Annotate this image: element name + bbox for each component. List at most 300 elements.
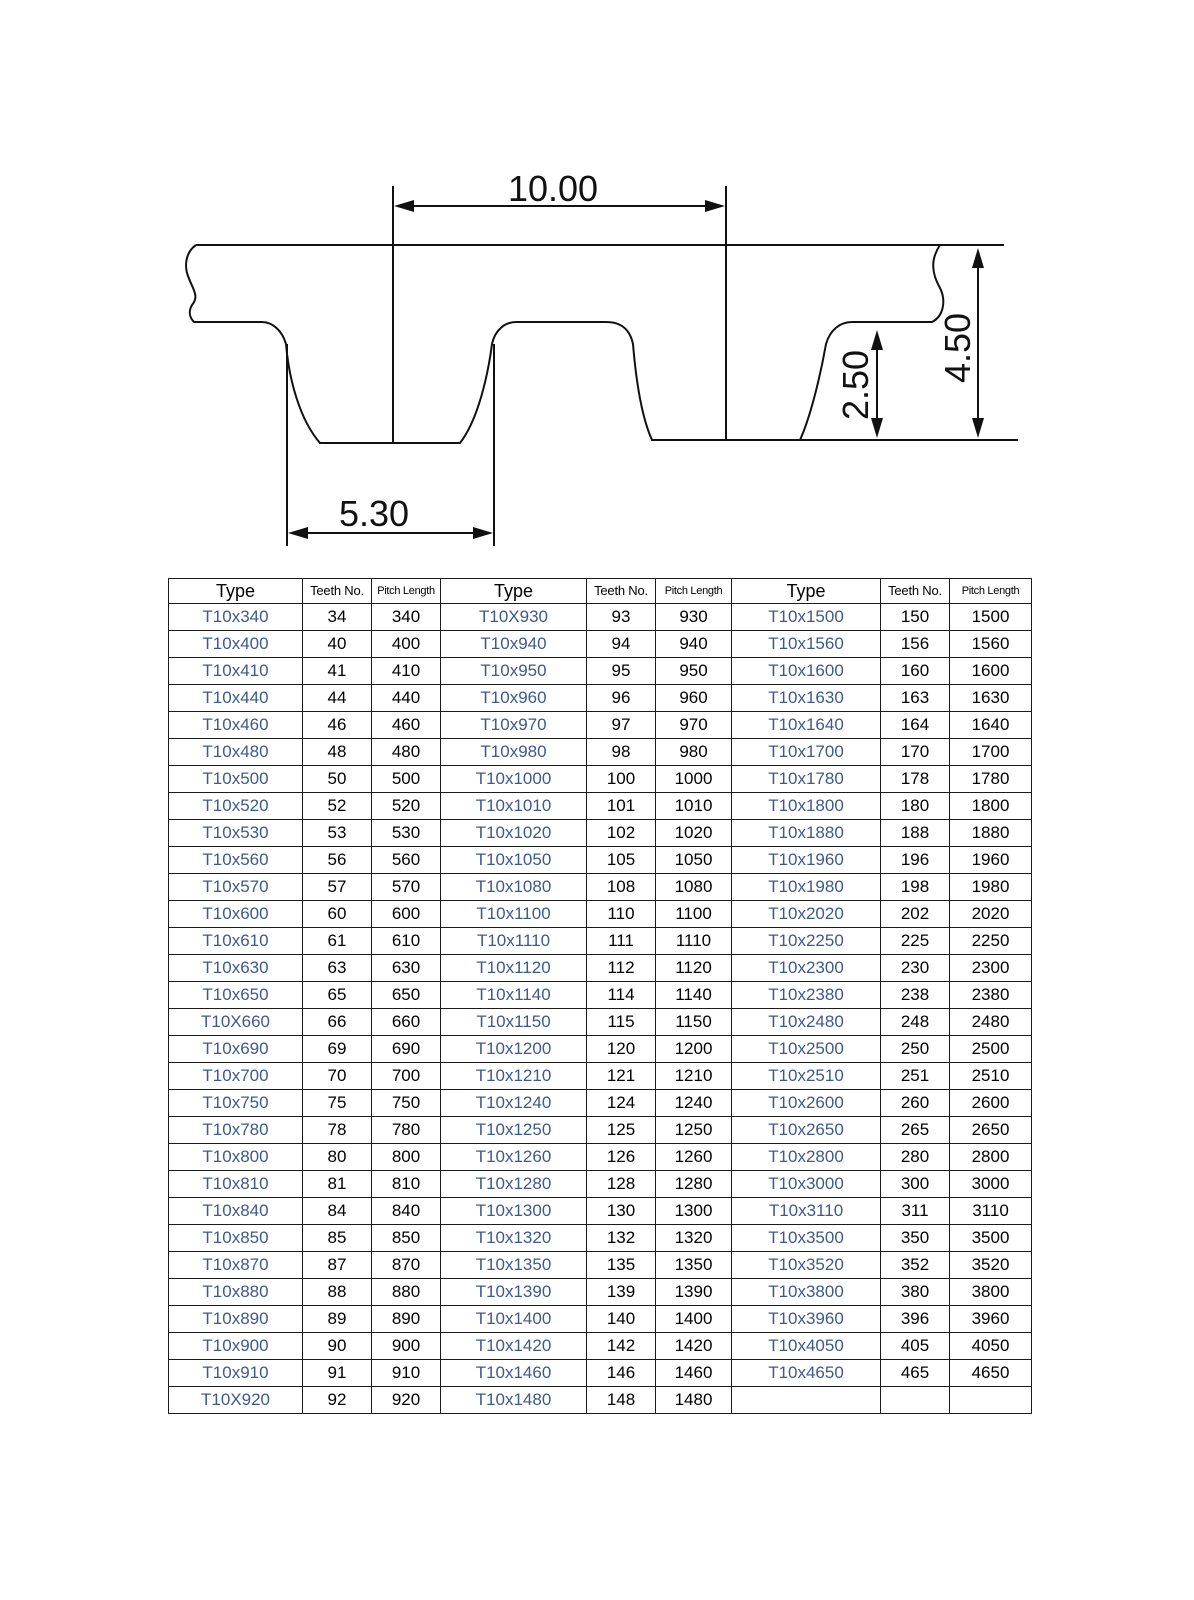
table-row (169, 982, 1032, 1009)
arrow-head (394, 200, 414, 212)
cell-teeth: 112 (587, 955, 656, 982)
cell-pitch-length: 600 (372, 901, 441, 928)
cell-teeth: 178 (881, 766, 950, 793)
cell-pitch-length: 1250 (656, 1117, 732, 1144)
cell-teeth: 111 (587, 928, 656, 955)
cell-teeth: 380 (881, 1279, 950, 1306)
cell-teeth: 78 (303, 1117, 372, 1144)
cell-teeth: 53 (303, 820, 372, 847)
column-header-type: Type (732, 579, 881, 604)
cell-pitch-length: 2300 (950, 955, 1032, 982)
cell-teeth: 70 (303, 1063, 372, 1090)
cell-pitch-length: 1600 (950, 658, 1032, 685)
cell-teeth: 91 (303, 1360, 372, 1387)
cell-pitch-length: 1980 (950, 874, 1032, 901)
cell-pitch-length: 1390 (656, 1279, 732, 1306)
cell-type: T10x980 (441, 739, 587, 766)
cell-pitch-length: 410 (372, 658, 441, 685)
cell-type: T10x570 (169, 874, 303, 901)
table-row (169, 631, 1032, 658)
cell-teeth: 260 (881, 1090, 950, 1117)
cell-pitch-length: 2800 (950, 1144, 1032, 1171)
cell-pitch-length: 1480 (656, 1387, 732, 1414)
table-row (169, 793, 1032, 820)
table-row (169, 1198, 1032, 1225)
cell-pitch-length: 900 (372, 1333, 441, 1360)
cell-teeth: 66 (303, 1009, 372, 1036)
cell-pitch-length: 1630 (950, 685, 1032, 712)
cell-type: T10x2250 (732, 928, 881, 955)
cell-pitch-length: 1020 (656, 820, 732, 847)
table-row (169, 1252, 1032, 1279)
cell-pitch-length: 1800 (950, 793, 1032, 820)
cell-teeth: 300 (881, 1171, 950, 1198)
cell-type: T10x410 (169, 658, 303, 685)
cell-teeth: 88 (303, 1279, 372, 1306)
cell-pitch-length: 2600 (950, 1090, 1032, 1117)
cell-teeth: 102 (587, 820, 656, 847)
cell-pitch-length: 1460 (656, 1360, 732, 1387)
cell-pitch-length: 3500 (950, 1225, 1032, 1252)
cell-type: T10x910 (169, 1360, 303, 1387)
cell-type: T10x3500 (732, 1225, 881, 1252)
cell-type: T10x530 (169, 820, 303, 847)
cell-pitch-length: 1960 (950, 847, 1032, 874)
table-row (169, 928, 1032, 955)
cell-pitch-length: 1300 (656, 1198, 732, 1225)
cell-type: T10x610 (169, 928, 303, 955)
cell-teeth: 225 (881, 928, 950, 955)
arrow-head (972, 418, 984, 438)
cell-type: T10x630 (169, 955, 303, 982)
cell-teeth: 230 (881, 955, 950, 982)
table-row (169, 685, 1032, 712)
cell-pitch-length: 930 (656, 604, 732, 631)
cell-type: T10x1390 (441, 1279, 587, 1306)
cell-type: T10x750 (169, 1090, 303, 1117)
cell-pitch-length: 440 (372, 685, 441, 712)
cell-pitch-length: 1000 (656, 766, 732, 793)
cell-type: T10x500 (169, 766, 303, 793)
cell-type: T10x1260 (441, 1144, 587, 1171)
cell-pitch-length: 650 (372, 982, 441, 1009)
tooth-height-dimension-label: 2.50 (835, 349, 876, 421)
belt-outline (186, 245, 1018, 443)
cell-pitch-length: 1560 (950, 631, 1032, 658)
cell-type: T10x1420 (441, 1333, 587, 1360)
cell-teeth: 140 (587, 1306, 656, 1333)
cell-teeth: 196 (881, 847, 950, 874)
cell-teeth: 125 (587, 1117, 656, 1144)
column-header-teeth: Teeth No. (303, 579, 372, 604)
cell-teeth: 80 (303, 1144, 372, 1171)
cell-type: T10x4650 (732, 1360, 881, 1387)
cell-teeth: 280 (881, 1144, 950, 1171)
cell-pitch-length: 950 (656, 658, 732, 685)
column-header-type: Type (169, 579, 303, 604)
cell-type: T10x1800 (732, 793, 881, 820)
cell-type: T10x1320 (441, 1225, 587, 1252)
cell-teeth: 311 (881, 1198, 950, 1225)
cell-teeth: 93 (587, 604, 656, 631)
cell-type: T10x700 (169, 1063, 303, 1090)
cell-type: T10x440 (169, 685, 303, 712)
cell-teeth: 130 (587, 1198, 656, 1225)
cell-pitch-length: 660 (372, 1009, 441, 1036)
cell-pitch-length: 1280 (656, 1171, 732, 1198)
cell-type (732, 1387, 881, 1414)
cell-teeth: 396 (881, 1306, 950, 1333)
cell-teeth: 57 (303, 874, 372, 901)
cell-teeth: 465 (881, 1360, 950, 1387)
cell-type: T10x1350 (441, 1252, 587, 1279)
cell-type: T10x1140 (441, 982, 587, 1009)
table-row (169, 1090, 1032, 1117)
cell-pitch-length: 560 (372, 847, 441, 874)
cell-type: T10x1640 (732, 712, 881, 739)
cell-pitch-length: 910 (372, 1360, 441, 1387)
cell-pitch-length: 1010 (656, 793, 732, 820)
cell-type: T10x340 (169, 604, 303, 631)
table-row (169, 604, 1032, 631)
cell-type: T10x2300 (732, 955, 881, 982)
cell-pitch-length: 1210 (656, 1063, 732, 1090)
cell-pitch-length: 870 (372, 1252, 441, 1279)
cell-type: T10x1780 (732, 766, 881, 793)
cell-type: T10x3800 (732, 1279, 881, 1306)
cell-teeth: 56 (303, 847, 372, 874)
cell-type: T10x2650 (732, 1117, 881, 1144)
table-row (169, 1144, 1032, 1171)
cell-pitch-length: 1080 (656, 874, 732, 901)
cell-pitch-length: 840 (372, 1198, 441, 1225)
table-row (169, 874, 1032, 901)
belt-spec-table (168, 578, 1032, 1414)
cell-teeth (881, 1387, 950, 1414)
cell-type: T10x1600 (732, 658, 881, 685)
cell-type: T10x2020 (732, 901, 881, 928)
arrow-head (871, 330, 883, 350)
arrow-head (288, 527, 308, 539)
cell-teeth: 95 (587, 658, 656, 685)
table-row (169, 739, 1032, 766)
table-row (169, 712, 1032, 739)
cell-teeth: 97 (587, 712, 656, 739)
cell-type: T10x1400 (441, 1306, 587, 1333)
cell-pitch-length: 1700 (950, 739, 1032, 766)
cell-type: T10x2380 (732, 982, 881, 1009)
cell-teeth: 124 (587, 1090, 656, 1117)
cell-type: T10x2600 (732, 1090, 881, 1117)
cell-type: T10X920 (169, 1387, 303, 1414)
cell-teeth: 87 (303, 1252, 372, 1279)
cell-pitch-length (950, 1387, 1032, 1414)
cell-type: T10x1300 (441, 1198, 587, 1225)
table-row (169, 1225, 1032, 1252)
cell-teeth: 265 (881, 1117, 950, 1144)
column-header-teeth: Teeth No. (881, 579, 950, 604)
cell-teeth: 238 (881, 982, 950, 1009)
cell-pitch-length: 1320 (656, 1225, 732, 1252)
cell-type: T10x1980 (732, 874, 881, 901)
belt-tooth-profile-drawing (0, 0, 1194, 560)
cell-teeth: 75 (303, 1090, 372, 1117)
cell-pitch-length: 1640 (950, 712, 1032, 739)
table-row (169, 1063, 1032, 1090)
cell-teeth: 90 (303, 1333, 372, 1360)
cell-type: T10x3000 (732, 1171, 881, 1198)
cell-teeth: 85 (303, 1225, 372, 1252)
cell-pitch-length: 4650 (950, 1360, 1032, 1387)
cell-teeth: 115 (587, 1009, 656, 1036)
cell-type: T10x1200 (441, 1036, 587, 1063)
cell-teeth: 60 (303, 901, 372, 928)
cell-teeth: 146 (587, 1360, 656, 1387)
cell-type: T10x1960 (732, 847, 881, 874)
cell-type: T10x800 (169, 1144, 303, 1171)
column-header-pitch-length: Pitch Length (950, 579, 1032, 604)
cell-teeth: 202 (881, 901, 950, 928)
cell-type: T10x960 (441, 685, 587, 712)
cell-pitch-length: 480 (372, 739, 441, 766)
column-header-pitch-length: Pitch Length (372, 579, 441, 604)
cell-type: T10x2500 (732, 1036, 881, 1063)
cell-type: T10x950 (441, 658, 587, 685)
cell-teeth: 250 (881, 1036, 950, 1063)
cell-teeth: 180 (881, 793, 950, 820)
cell-teeth: 40 (303, 631, 372, 658)
cell-type: T10x560 (169, 847, 303, 874)
column-header-teeth: Teeth No. (587, 579, 656, 604)
cell-type: T10x1210 (441, 1063, 587, 1090)
cell-pitch-length: 1110 (656, 928, 732, 955)
cell-teeth: 160 (881, 658, 950, 685)
cell-pitch-length: 1780 (950, 766, 1032, 793)
cell-teeth: 108 (587, 874, 656, 901)
table-row (169, 1279, 1032, 1306)
cell-type: T10x840 (169, 1198, 303, 1225)
cell-type: T10x870 (169, 1252, 303, 1279)
cell-teeth: 65 (303, 982, 372, 1009)
cell-teeth: 50 (303, 766, 372, 793)
cell-pitch-length: 1150 (656, 1009, 732, 1036)
table-row (169, 847, 1032, 874)
cell-type: T10x2510 (732, 1063, 881, 1090)
cell-teeth: 405 (881, 1333, 950, 1360)
cell-pitch-length: 1350 (656, 1252, 732, 1279)
cell-pitch-length: 2510 (950, 1063, 1032, 1090)
cell-type: T10x780 (169, 1117, 303, 1144)
cell-type: T10X930 (441, 604, 587, 631)
cell-pitch-length: 1500 (950, 604, 1032, 631)
cell-teeth: 142 (587, 1333, 656, 1360)
cell-teeth: 170 (881, 739, 950, 766)
cell-pitch-length: 890 (372, 1306, 441, 1333)
cell-type: T10x690 (169, 1036, 303, 1063)
cell-type: T10x600 (169, 901, 303, 928)
cell-pitch-length: 3520 (950, 1252, 1032, 1279)
cell-pitch-length: 2020 (950, 901, 1032, 928)
cell-pitch-length: 2480 (950, 1009, 1032, 1036)
cell-type: T10x900 (169, 1333, 303, 1360)
cell-type: T10x1050 (441, 847, 587, 874)
cell-pitch-length: 1260 (656, 1144, 732, 1171)
cell-type: T10x1240 (441, 1090, 587, 1117)
cell-pitch-length: 750 (372, 1090, 441, 1117)
cell-type: T10x1080 (441, 874, 587, 901)
cell-teeth: 352 (881, 1252, 950, 1279)
cell-teeth: 198 (881, 874, 950, 901)
cell-pitch-length: 530 (372, 820, 441, 847)
table-row (169, 1171, 1032, 1198)
cell-type: T10x1100 (441, 901, 587, 928)
cell-type: T10x3960 (732, 1306, 881, 1333)
cell-type: T10x1120 (441, 955, 587, 982)
tooth-width-dimension-label: 5.30 (338, 493, 410, 534)
cell-pitch-length: 1240 (656, 1090, 732, 1117)
cell-type: T10x650 (169, 982, 303, 1009)
cell-type: T10x1560 (732, 631, 881, 658)
cell-teeth: 163 (881, 685, 950, 712)
cell-pitch-length: 800 (372, 1144, 441, 1171)
column-header-type: Type (441, 579, 587, 604)
cell-pitch-length: 1120 (656, 955, 732, 982)
cell-teeth: 52 (303, 793, 372, 820)
cell-teeth: 164 (881, 712, 950, 739)
cell-pitch-length: 1880 (950, 820, 1032, 847)
cell-teeth: 120 (587, 1036, 656, 1063)
cell-type: T10x970 (441, 712, 587, 739)
table-row (169, 901, 1032, 928)
cell-type: T10x2800 (732, 1144, 881, 1171)
cell-pitch-length: 810 (372, 1171, 441, 1198)
cell-teeth: 110 (587, 901, 656, 928)
cell-teeth: 46 (303, 712, 372, 739)
cell-pitch-length: 1200 (656, 1036, 732, 1063)
cell-type: T10x1000 (441, 766, 587, 793)
arrow-head (705, 200, 725, 212)
arrow-head (473, 527, 493, 539)
cell-teeth: 63 (303, 955, 372, 982)
cell-type: T10x1250 (441, 1117, 587, 1144)
cell-teeth: 350 (881, 1225, 950, 1252)
cell-pitch-length: 3000 (950, 1171, 1032, 1198)
cell-pitch-length: 2650 (950, 1117, 1032, 1144)
cell-pitch-length: 610 (372, 928, 441, 955)
cell-pitch-length: 3800 (950, 1279, 1032, 1306)
cell-pitch-length: 630 (372, 955, 441, 982)
cell-teeth: 94 (587, 631, 656, 658)
cell-pitch-length: 780 (372, 1117, 441, 1144)
cell-pitch-length: 2250 (950, 928, 1032, 955)
cell-teeth: 156 (881, 631, 950, 658)
cell-teeth: 98 (587, 739, 656, 766)
cell-pitch-length: 1100 (656, 901, 732, 928)
column-header-pitch-length: Pitch Length (656, 579, 732, 604)
cell-type: T10x1010 (441, 793, 587, 820)
cell-teeth: 114 (587, 982, 656, 1009)
cell-pitch-length: 400 (372, 631, 441, 658)
cell-pitch-length: 1050 (656, 847, 732, 874)
cell-teeth: 44 (303, 685, 372, 712)
cell-pitch-length: 520 (372, 793, 441, 820)
cell-pitch-length: 700 (372, 1063, 441, 1090)
cell-pitch-length: 960 (656, 685, 732, 712)
table-row (169, 1360, 1032, 1387)
cell-teeth: 135 (587, 1252, 656, 1279)
table-row (169, 1306, 1032, 1333)
cell-teeth: 100 (587, 766, 656, 793)
table-row (169, 766, 1032, 793)
cell-type: T10x890 (169, 1306, 303, 1333)
cell-pitch-length: 3960 (950, 1306, 1032, 1333)
cell-teeth: 41 (303, 658, 372, 685)
cell-teeth: 48 (303, 739, 372, 766)
cell-pitch-length: 920 (372, 1387, 441, 1414)
cell-teeth: 96 (587, 685, 656, 712)
cell-teeth: 92 (303, 1387, 372, 1414)
cell-teeth: 139 (587, 1279, 656, 1306)
cell-teeth: 84 (303, 1198, 372, 1225)
cell-type: T10x460 (169, 712, 303, 739)
table-row (169, 1387, 1032, 1414)
table-row (169, 1333, 1032, 1360)
cell-type: T10x1460 (441, 1360, 587, 1387)
cell-teeth: 101 (587, 793, 656, 820)
cell-pitch-length: 880 (372, 1279, 441, 1306)
cell-type: T10x1280 (441, 1171, 587, 1198)
cell-pitch-length: 850 (372, 1225, 441, 1252)
cell-teeth: 132 (587, 1225, 656, 1252)
cell-type: T10x3520 (732, 1252, 881, 1279)
cell-pitch-length: 980 (656, 739, 732, 766)
cell-type: T10x1500 (732, 604, 881, 631)
cell-pitch-length: 570 (372, 874, 441, 901)
cell-teeth: 105 (587, 847, 656, 874)
cell-type: T10x2480 (732, 1009, 881, 1036)
cell-pitch-length: 500 (372, 766, 441, 793)
cell-pitch-length: 970 (656, 712, 732, 739)
cell-type: T10x1020 (441, 820, 587, 847)
cell-teeth: 128 (587, 1171, 656, 1198)
table-row (169, 820, 1032, 847)
cell-type: T10x880 (169, 1279, 303, 1306)
cell-type: T10x1880 (732, 820, 881, 847)
cell-teeth: 251 (881, 1063, 950, 1090)
cell-teeth: 148 (587, 1387, 656, 1414)
cell-teeth: 126 (587, 1144, 656, 1171)
cell-pitch-length: 1400 (656, 1306, 732, 1333)
cell-type: T10x1480 (441, 1387, 587, 1414)
cell-type: T10x940 (441, 631, 587, 658)
cell-type: T10x1110 (441, 928, 587, 955)
cell-teeth: 89 (303, 1306, 372, 1333)
cell-type: T10x1700 (732, 739, 881, 766)
cell-pitch-length: 340 (372, 604, 441, 631)
table-row (169, 1117, 1032, 1144)
cell-teeth: 34 (303, 604, 372, 631)
table-row (169, 955, 1032, 982)
cell-pitch-length: 940 (656, 631, 732, 658)
cell-pitch-length: 2500 (950, 1036, 1032, 1063)
cell-pitch-length: 4050 (950, 1333, 1032, 1360)
cell-teeth: 248 (881, 1009, 950, 1036)
cell-pitch-length: 2380 (950, 982, 1032, 1009)
cell-pitch-length: 1420 (656, 1333, 732, 1360)
cell-teeth: 61 (303, 928, 372, 955)
table-row (169, 1036, 1032, 1063)
table-row (169, 658, 1032, 685)
